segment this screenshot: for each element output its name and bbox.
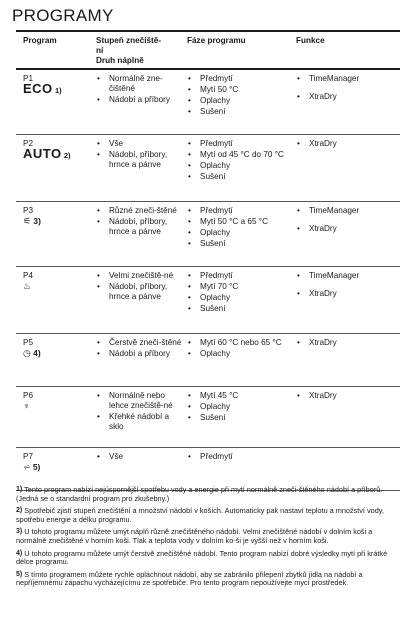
program-code: P7: [23, 452, 34, 461]
program-icon: ◷: [23, 348, 31, 358]
program-footnote-ref: 5): [32, 462, 41, 472]
phase-item: • Oplachy: [187, 161, 291, 171]
phase-item: • Mytí 50 °C a 65 °C: [187, 217, 291, 227]
footnote-number: 1): [16, 486, 23, 493]
program-cell: [23, 271, 93, 292]
table-body: [16, 70, 400, 491]
program-footnote-ref: 1): [54, 86, 62, 95]
program-symbol-line: [23, 348, 93, 359]
phase-list: [187, 391, 291, 423]
programs-table: [16, 30, 400, 484]
soil-list: [96, 338, 182, 359]
table-header: [16, 32, 400, 70]
table-row: [16, 135, 400, 202]
phase-item: • Mytí 60 °C nebo 65 °C: [187, 338, 291, 348]
program-symbol-line: [23, 146, 93, 161]
phase-item: • Sušení: [187, 172, 291, 182]
phase-item: • Předmytí: [187, 206, 291, 216]
program-symbol: AUTO: [23, 146, 62, 161]
soil-list: [96, 74, 182, 105]
phases-cell: [187, 139, 291, 183]
soil-item: • Vše: [96, 452, 182, 462]
footnote: [16, 486, 404, 503]
function-item: • XtraDry: [296, 92, 396, 102]
phase-item: • Předmytí: [187, 271, 291, 281]
soil-cell: [96, 338, 182, 360]
function-item: • XtraDry: [296, 391, 396, 401]
phase-item: • Předmytí: [187, 74, 291, 84]
phase-list: [187, 338, 291, 359]
phase-item: • Oplachy: [187, 293, 291, 303]
phase-item: • Mytí 70 °C: [187, 282, 291, 292]
program-symbol: ECO: [23, 81, 53, 96]
program-symbol-line: [23, 401, 93, 412]
footnote-text: Tento program nabízí nejúspornější spotřebu vody a energie při mytí normálně zneči-štěného nádobí a příborů. (Jedná se o standardní program pro zkušebny.): [16, 485, 383, 503]
functions-cell: [296, 139, 396, 157]
phase-item: • Mytí 50 °C: [187, 85, 291, 95]
soil-item: • Velmi znečiště-né: [96, 271, 182, 281]
footnote-text: U tohoto programu můžete umýt náplň různě znečištěného nádobí. Velmi znečištěné nádobí v dolním koši a normálně znečištěné v horním koši. Tlak a teplota vody v dolním ko-ši je vyšší než v horním koši.: [16, 527, 373, 545]
soil-item: • Různé zneči-štěné: [96, 206, 182, 216]
phase-item: • Sušení: [187, 413, 291, 423]
function-list: [296, 338, 396, 348]
phase-item: • Oplachy: [187, 228, 291, 238]
soil-item: • Normálně nebo lehce znečiště-né: [96, 391, 182, 411]
program-cell: [23, 452, 93, 473]
soil-cell: [96, 271, 182, 303]
functions-cell: [296, 271, 396, 307]
table-row: [16, 70, 400, 135]
soil-list: [96, 139, 182, 170]
program-cell: [23, 206, 93, 227]
program-cell: [23, 74, 93, 96]
phase-item: • Mytí od 45 °C do 70 °C: [187, 150, 291, 160]
footnote-text: U tohoto programu můžete umýt čerstvě znečištěné nádobí. Tento program nabízí dobré výsledky mytí při krátké délce programu.: [16, 548, 388, 567]
phase-item: • Předmytí: [187, 139, 291, 149]
function-list: [296, 74, 396, 102]
phases-cell: [187, 74, 291, 118]
phases-cell: [187, 391, 291, 424]
phase-item: • Předmytí: [187, 452, 291, 462]
functions-cell: [296, 391, 396, 409]
footnote-text: S tímto programem můžete rychle opláchnout nádobí, aby se zabránilo přilepení zbytků jídla na nádobí a nepříjemnému zápachu vycházejícímu ze spotřebiče. Pro tento program nepoužívejte mycí prostředek.: [16, 569, 363, 588]
soil-item: • Nádobí, příbory, hrnce a pánve: [96, 217, 182, 237]
program-icon: ⩫: [23, 462, 31, 472]
program-code: P6: [23, 391, 34, 400]
phase-item: • Oplachy: [187, 349, 291, 359]
header-degree: [96, 36, 182, 66]
header-phases: Fáze programu: [187, 36, 246, 45]
soil-cell: [96, 206, 182, 238]
program-footnote-ref: 3): [33, 216, 41, 226]
soil-item: • Nádobí, příbory, hrnce a pánve: [96, 150, 182, 170]
footnote-number: 4): [16, 549, 23, 557]
soil-item: • Vše: [96, 139, 182, 149]
footnote-text: Spotřebič zjistí stupeň znečištění a množství nádobí v koších. Automaticky pak nastaví teplotu a množství vody, spotřebu energie a délku programu.: [16, 506, 384, 524]
soil-list: [96, 452, 182, 462]
phase-item: • Oplachy: [187, 96, 291, 106]
page-title: PROGRAMY: [12, 6, 114, 25]
phase-list: [187, 139, 291, 182]
function-item: • XtraDry: [296, 289, 396, 299]
footnote-number: 5): [16, 570, 23, 578]
soil-list: [96, 206, 182, 237]
header-degree-line3: Druh náplně: [96, 56, 144, 65]
footnotes: [16, 486, 404, 592]
soil-list: [96, 271, 182, 302]
phases-cell: [187, 338, 291, 360]
soil-item: • Normálně zne-čištěné: [96, 74, 182, 94]
soil-item: • Čerstvě zneči-štěné: [96, 338, 182, 348]
phase-item: • Sušení: [187, 239, 291, 249]
soil-item: • Nádobí a příbory: [96, 95, 182, 105]
function-item: • XtraDry: [296, 139, 396, 149]
phase-list: [187, 271, 291, 314]
footnote-number: 3): [16, 528, 23, 536]
program-icon: ♨: [23, 281, 32, 291]
program-icon: ⚟: [23, 216, 32, 226]
function-list: [296, 206, 396, 234]
program-cell: [23, 391, 93, 412]
program-symbol-line: [23, 216, 93, 227]
phase-item: • Oplachy: [187, 402, 291, 412]
program-code: P5: [23, 338, 34, 347]
phase-list: [187, 74, 291, 117]
program-footnote-ref: 4): [33, 348, 41, 358]
functions-cell: [296, 74, 396, 110]
program-code: P3: [23, 206, 34, 215]
phase-item: • Mytí 45 °C: [187, 391, 291, 401]
soil-cell: [96, 391, 182, 433]
program-code: P2: [23, 139, 34, 148]
soil-item: • Křehké nádobí a sklo: [96, 412, 182, 432]
phase-item: • Sušení: [187, 107, 291, 117]
program-cell: [23, 139, 93, 161]
phases-cell: [187, 206, 291, 250]
footnote: [16, 571, 404, 588]
program-footnote-ref: 2): [63, 151, 71, 160]
function-item: • XtraDry: [296, 224, 396, 234]
footnote: [16, 550, 404, 567]
header-degree-line2: ní: [96, 46, 104, 55]
program-cell: [23, 338, 93, 359]
program-icon: ♆: [23, 401, 30, 411]
phases-cell: [187, 271, 291, 315]
footnote: [16, 528, 404, 545]
function-item: • XtraDry: [296, 338, 396, 348]
program-symbol-line: [23, 281, 93, 292]
phases-cell: [187, 452, 291, 463]
table-row: [16, 202, 400, 267]
soil-cell: [96, 74, 182, 106]
functions-cell: [296, 206, 396, 242]
phase-list: [187, 452, 291, 462]
footnote-number: 2): [16, 507, 23, 515]
header-functions: Funkce: [296, 36, 325, 45]
function-item: • TimeManager: [296, 206, 396, 216]
function-list: [296, 139, 396, 149]
soil-item: • Nádobí, příbory, hrnce a pánve: [96, 282, 182, 302]
header-program: Program: [23, 36, 57, 45]
soil-list: [96, 391, 182, 432]
footnote: [16, 507, 404, 524]
table-row: [16, 267, 400, 334]
table-row: [16, 334, 400, 387]
soil-cell: [96, 452, 182, 463]
phase-list: [187, 206, 291, 249]
function-list: [296, 391, 396, 401]
soil-item: • Nádobí a příbory: [96, 349, 182, 359]
function-list: [296, 271, 396, 299]
function-item: • TimeManager: [296, 271, 396, 281]
functions-cell: [296, 338, 396, 356]
soil-cell: [96, 139, 182, 171]
program-code: P4: [23, 271, 34, 280]
table-row: [16, 387, 400, 448]
function-item: • TimeManager: [296, 74, 396, 84]
phase-item: • Sušení: [187, 304, 291, 314]
program-symbol-line: [23, 462, 93, 473]
program-symbol-line: [23, 81, 93, 96]
program-code: P1: [23, 74, 34, 83]
header-degree-line1: Stupeň znečiště-: [96, 36, 162, 45]
